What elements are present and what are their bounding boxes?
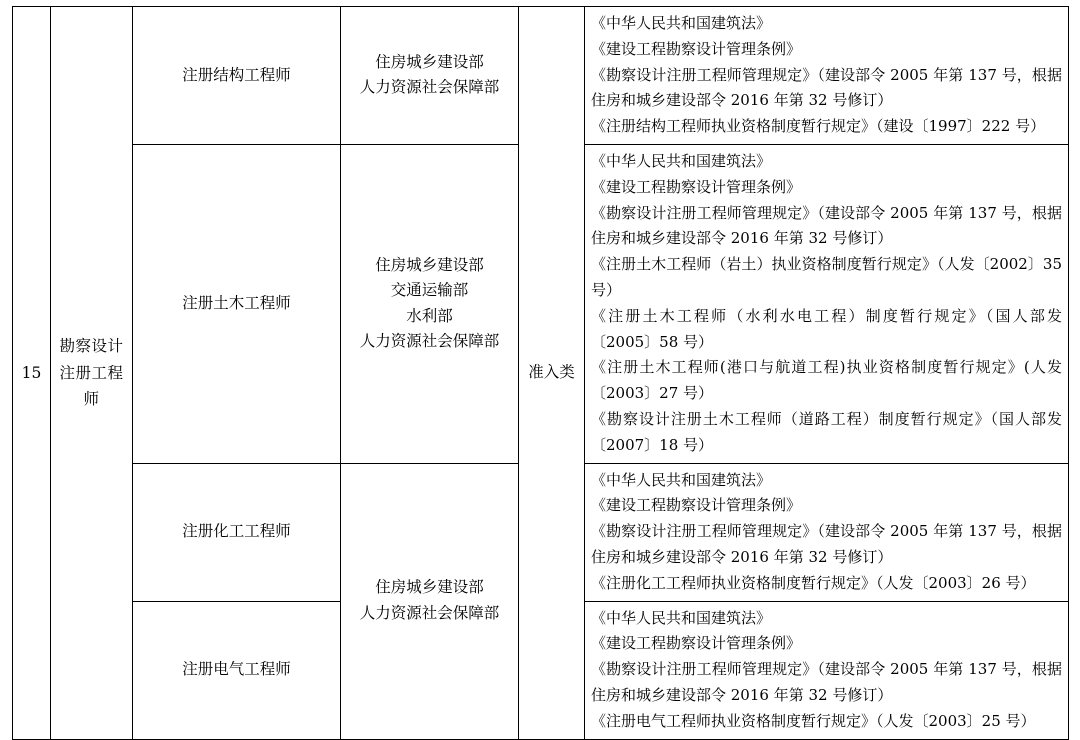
table-row xyxy=(13,7,1069,145)
qualification-title-cell xyxy=(133,7,341,145)
category-name-line-1: 勘察设计 xyxy=(59,337,124,356)
basis-item: 《勘察设计注册工程师管理规定》（建设部令 2005 年第 137 号，根据住房和城乡建设部令 2016 年第 32 号修订） xyxy=(591,522,1062,566)
qualification-title-cell xyxy=(133,601,341,739)
basis-item: 《注册化工工程师执业资格制度暂行规定》（人发〔2003〕26 号） xyxy=(591,573,1036,592)
qualification-title-cell xyxy=(133,144,341,463)
qualification-title: 注册结构工程师 xyxy=(182,65,291,84)
qualification-title: 注册土木工程师 xyxy=(182,293,291,312)
department-line: 水利部 xyxy=(406,306,453,325)
department-line: 住房城乡建设部 xyxy=(375,52,484,71)
department-line: 交通运输部 xyxy=(390,281,469,300)
qualification-table xyxy=(12,6,1069,740)
basis-item: 《建设工程勘察设计管理条例》 xyxy=(591,634,802,653)
department-line: 住房城乡建设部 xyxy=(375,255,484,274)
row-number: 15 xyxy=(21,363,42,382)
basis-item: 《注册土木工程师（岩土）执业资格制度暂行规定》（人发〔2002〕35 号） xyxy=(591,255,1062,299)
basis-cell xyxy=(585,463,1069,601)
basis-item: 《注册土木工程师（水利水电工程）制度暂行规定》（国人部发〔2005〕58 号） xyxy=(591,306,1062,351)
basis-item: 《中华人民共和国建筑法》 xyxy=(591,608,772,627)
basis-item: 《建设工程勘察设计管理条例》 xyxy=(591,496,802,515)
category-name-cell xyxy=(51,7,133,740)
type-label: 准入类 xyxy=(528,362,575,381)
basis-item: 《中华人民共和国建筑法》 xyxy=(591,151,772,170)
basis-item: 《注册电气工程师执业资格制度暂行规定》（人发〔2003〕25 号） xyxy=(591,711,1036,730)
basis-item: 《勘察设计注册工程师管理规定》（建设部令 2005 年第 137 号，根据住房和城乡建设部令 2016 年第 32 号修订） xyxy=(591,660,1062,704)
row-number-cell xyxy=(13,7,51,740)
basis-item: 《中华人民共和国建筑法》 xyxy=(591,14,772,32)
basis-item: 《建设工程勘察设计管理条例》 xyxy=(591,177,802,196)
basis-cell xyxy=(585,601,1069,739)
department-line: 住房城乡建设部 xyxy=(375,578,484,597)
basis-item: 《勘察设计注册工程师管理规定》（建设部令 2005 年第 137 号，根据住房和城乡建设部令 2016 年第 32 号修订） xyxy=(591,65,1062,110)
qualification-title: 注册电气工程师 xyxy=(182,660,291,679)
department-line: 人力资源社会保障部 xyxy=(359,332,500,351)
basis-item: 《勘察设计注册工程师管理规定》（建设部令 2005 年第 137 号，根据住房和城乡建设部令 2016 年第 32 号修订） xyxy=(591,203,1062,248)
department-cell xyxy=(341,7,519,145)
qualification-title-cell xyxy=(133,463,341,601)
department-cell xyxy=(341,463,519,739)
basis-item: 《勘察设计注册土木工程师（道路工程）制度暂行规定》（国人部发〔2007〕18 号） xyxy=(591,409,1062,454)
type-cell xyxy=(519,7,585,740)
department-cell xyxy=(341,144,519,463)
basis-cell xyxy=(585,7,1069,145)
basis-item: 《注册土木工程师(港口与航道工程)执业资格制度暂行规定》(人发〔2003〕27 号） xyxy=(591,358,1062,403)
category-name-line-2: 注册工程 xyxy=(59,363,124,382)
department-line: 人力资源社会保障部 xyxy=(359,604,500,623)
department-line: 人力资源社会保障部 xyxy=(359,78,500,97)
document-page xyxy=(0,6,1080,730)
basis-item: 《建设工程勘察设计管理条例》 xyxy=(591,39,802,58)
basis-item: 《注册结构工程师执业资格制度暂行规定》（建设〔1997〕222 号） xyxy=(591,117,1046,136)
basis-cell xyxy=(585,144,1069,463)
category-name-line-3: 师 xyxy=(83,389,100,408)
basis-item: 《中华人民共和国建筑法》 xyxy=(591,470,772,489)
qualification-title: 注册化工工程师 xyxy=(182,522,291,541)
